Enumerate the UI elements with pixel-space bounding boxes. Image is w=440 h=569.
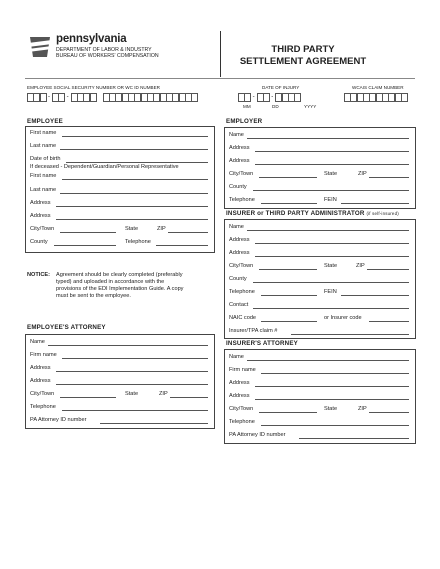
ins-attorney-name-label: Name [229, 354, 244, 360]
insurer-state-label: State [324, 263, 338, 269]
employer-name-label: Name [229, 132, 244, 138]
insurer-zip-label: ZIP [356, 263, 365, 269]
employer-address-label-2: Address [229, 158, 250, 164]
employer-address-field-2[interactable] [255, 164, 409, 165]
ee-attorney-zip-label: ZIP [159, 391, 168, 397]
insurer-county-label: County [229, 276, 247, 282]
ssn-input[interactable]: - - [27, 93, 198, 102]
ssn-label: EMPLOYEE SOCIAL SECURITY NUMBER OR WC ID NUMBER [27, 85, 160, 90]
ee-attorney-pa-id-label: PA Attorney ID number [30, 417, 87, 423]
employee-last-name-label: Last name [30, 143, 57, 149]
insurer-county-field[interactable] [253, 282, 409, 283]
insurer-claim-label: Insurer/TPA claim # [229, 328, 278, 334]
org-name: pennsylvania [56, 33, 127, 45]
ee-attorney-state-label: State [125, 391, 139, 397]
employer-city-field[interactable] [259, 177, 317, 178]
insurer-heading-note: (if self-insured) [366, 211, 399, 216]
insurer-fein-field[interactable] [341, 295, 409, 296]
employer-fein-label: FEIN [324, 197, 337, 203]
ins-attorney-address-field-1[interactable] [255, 386, 409, 387]
employee-county-field[interactable] [54, 245, 116, 246]
employer-zip-field[interactable] [369, 177, 409, 178]
employer-zip-label: ZIP [358, 171, 367, 177]
ee-attorney-address-label-2: Address [30, 378, 51, 384]
notice-text-4: must be sent to the employee. [56, 293, 131, 299]
form-title-line2: SETTLEMENT AGREEMENT [239, 56, 367, 67]
insurer-contact-field[interactable] [253, 308, 409, 309]
employer-state-label: State [324, 171, 338, 177]
insurer-section [224, 219, 416, 339]
pennsylvania-keystone-logo [27, 34, 53, 60]
header-bottom-rule [25, 78, 415, 79]
employee-state-label: State [125, 226, 139, 232]
insurer-heading-text: INSURER or THIRD PARTY ADMINISTRATOR [226, 210, 365, 217]
insurer-zip-field[interactable] [367, 269, 409, 270]
employee-section [25, 126, 215, 253]
insurer-code-label: or Insurer code [324, 315, 362, 321]
insurer-heading [226, 210, 399, 217]
employee-city-label: City/Town [30, 226, 55, 232]
employee-address-field-1[interactable] [56, 206, 208, 207]
employee-dob-field[interactable] [66, 162, 208, 163]
notice-label: NOTICE: [27, 272, 50, 278]
ins-attorney-telephone-field[interactable] [261, 425, 409, 426]
ee-attorney-address-field-1[interactable] [56, 371, 208, 372]
header-divider [220, 31, 221, 77]
insurer-claim-field[interactable] [291, 334, 409, 335]
employer-fein-field[interactable] [341, 203, 409, 204]
employee-telephone-field[interactable] [156, 245, 208, 246]
mm-label: MM [243, 104, 251, 109]
ins-attorney-telephone-label: Telephone [229, 419, 255, 425]
employee-first-name-field[interactable] [62, 136, 208, 137]
insurer-contact-label: Contact [229, 302, 249, 308]
employee-telephone-label: Telephone [125, 239, 151, 245]
insurer-naic-field[interactable] [261, 321, 317, 322]
ee-attorney-pa-id-field[interactable] [100, 423, 208, 424]
ins-attorney-address-label-2: Address [229, 393, 250, 399]
ee-attorney-name-field[interactable] [48, 345, 208, 346]
employee-address-label-1: Address [30, 200, 51, 206]
insurer-name-field[interactable] [247, 230, 409, 231]
insurer-name-label: Name [229, 224, 244, 230]
employer-address-label-1: Address [229, 145, 250, 151]
insurer-naic-label: NAIC code [229, 315, 257, 321]
insurer-city-field[interactable] [259, 269, 317, 270]
employee-last-name-field[interactable] [60, 149, 208, 150]
employee-heading: EMPLOYEE [27, 118, 63, 125]
ee-attorney-zip-field[interactable] [170, 397, 208, 398]
yyyy-label: YYYY [304, 104, 317, 109]
ee-attorney-firm-field[interactable] [62, 358, 208, 359]
wcais-claim-input[interactable] [344, 93, 407, 102]
employer-name-field[interactable] [247, 138, 409, 139]
ee-attorney-address-label-1: Address [30, 365, 51, 371]
insurer-address-field-1[interactable] [255, 243, 409, 244]
representative-first-name-field[interactable] [62, 179, 208, 180]
employer-county-label: County [229, 184, 247, 190]
ee-attorney-city-label: City/Town [30, 391, 55, 397]
ee-attorney-telephone-label: Telephone [30, 404, 56, 410]
employer-heading: EMPLOYER [226, 118, 263, 125]
employer-county-field[interactable] [253, 190, 409, 191]
ins-attorney-state-label: State [324, 406, 338, 412]
ee-attorney-name-label: Name [30, 339, 45, 345]
date-of-injury-input[interactable]: - - [238, 93, 301, 102]
employee-attorney-section [25, 334, 215, 429]
employee-address-label-2: Address [30, 213, 51, 219]
ee-attorney-telephone-field[interactable] [62, 410, 208, 411]
ins-attorney-address-label-1: Address [229, 380, 250, 386]
form-title-line1: THIRD PARTY [271, 44, 335, 55]
dd-label: DD [272, 104, 279, 109]
insurer-attorney-section [224, 349, 416, 444]
ins-attorney-pa-id-label: PA Attorney ID number [229, 432, 286, 438]
employee-dob-label: Date of birth [30, 156, 61, 162]
employee-attorney-heading: EMPLOYEE'S ATTORNEY [27, 324, 106, 331]
notice-text-1: Agreement should be clearly completed (preferably [56, 272, 183, 278]
ee-attorney-firm-label: Firm name [30, 352, 57, 358]
insurer-telephone-field[interactable] [261, 295, 317, 296]
ins-attorney-firm-field[interactable] [261, 373, 409, 374]
insurer-address-label-1: Address [229, 237, 250, 243]
insurer-city-label: City/Town [229, 263, 254, 269]
employer-section [224, 127, 416, 209]
notice-text-2: typed) and uploaded in accordance with the [56, 279, 165, 285]
insurer-code-field[interactable] [369, 321, 409, 322]
wcais-label: WCAIS CLAIM NUMBER [352, 85, 404, 90]
employer-address-field-1[interactable] [255, 151, 409, 152]
ins-attorney-zip-label: ZIP [358, 406, 367, 412]
ins-attorney-address-field-2[interactable] [255, 399, 409, 400]
representative-last-name-label: Last name [30, 187, 57, 193]
ins-attorney-firm-label: Firm name [229, 367, 256, 373]
representative-last-name-field[interactable] [60, 193, 208, 194]
bureau-line: BUREAU OF WORKERS' COMPENSATION [56, 53, 159, 59]
deceased-representative-label: If deceased - Dependent/Guardian/Personal Representative [30, 164, 179, 170]
department-line: DEPARTMENT OF LABOR & INDUSTRY [56, 47, 152, 53]
ee-attorney-city-field[interactable] [60, 397, 116, 398]
employer-telephone-label: Telephone [229, 197, 255, 203]
ins-attorney-city-label: City/Town [229, 406, 254, 412]
employee-zip-field[interactable] [168, 232, 208, 233]
insurer-attorney-heading: INSURER'S ATTORNEY [226, 340, 298, 347]
ins-attorney-name-field[interactable] [247, 360, 409, 361]
employee-zip-label: ZIP [157, 226, 166, 232]
employee-city-field[interactable] [60, 232, 116, 233]
ins-attorney-zip-field[interactable] [369, 412, 409, 413]
notice-text-3: provisions of the EDI Implementation Guide. A copy [56, 286, 184, 292]
date-of-injury-label: DATE OF INJURY [262, 85, 300, 90]
employee-address-field-2[interactable] [56, 219, 208, 220]
insurer-fein-label: FEIN [324, 289, 337, 295]
ins-attorney-city-field[interactable] [259, 412, 317, 413]
ee-attorney-address-field-2[interactable] [56, 384, 208, 385]
employer-city-label: City/Town [229, 171, 254, 177]
ins-attorney-pa-id-field[interactable] [299, 438, 409, 439]
insurer-telephone-label: Telephone [229, 289, 255, 295]
insurer-address-field-2[interactable] [255, 256, 409, 257]
representative-first-name-label: First name [30, 173, 57, 179]
employee-first-name-label: First name [30, 130, 57, 136]
insurer-address-label-2: Address [229, 250, 250, 256]
employer-telephone-field[interactable] [261, 203, 317, 204]
employee-county-label: County [30, 239, 48, 245]
